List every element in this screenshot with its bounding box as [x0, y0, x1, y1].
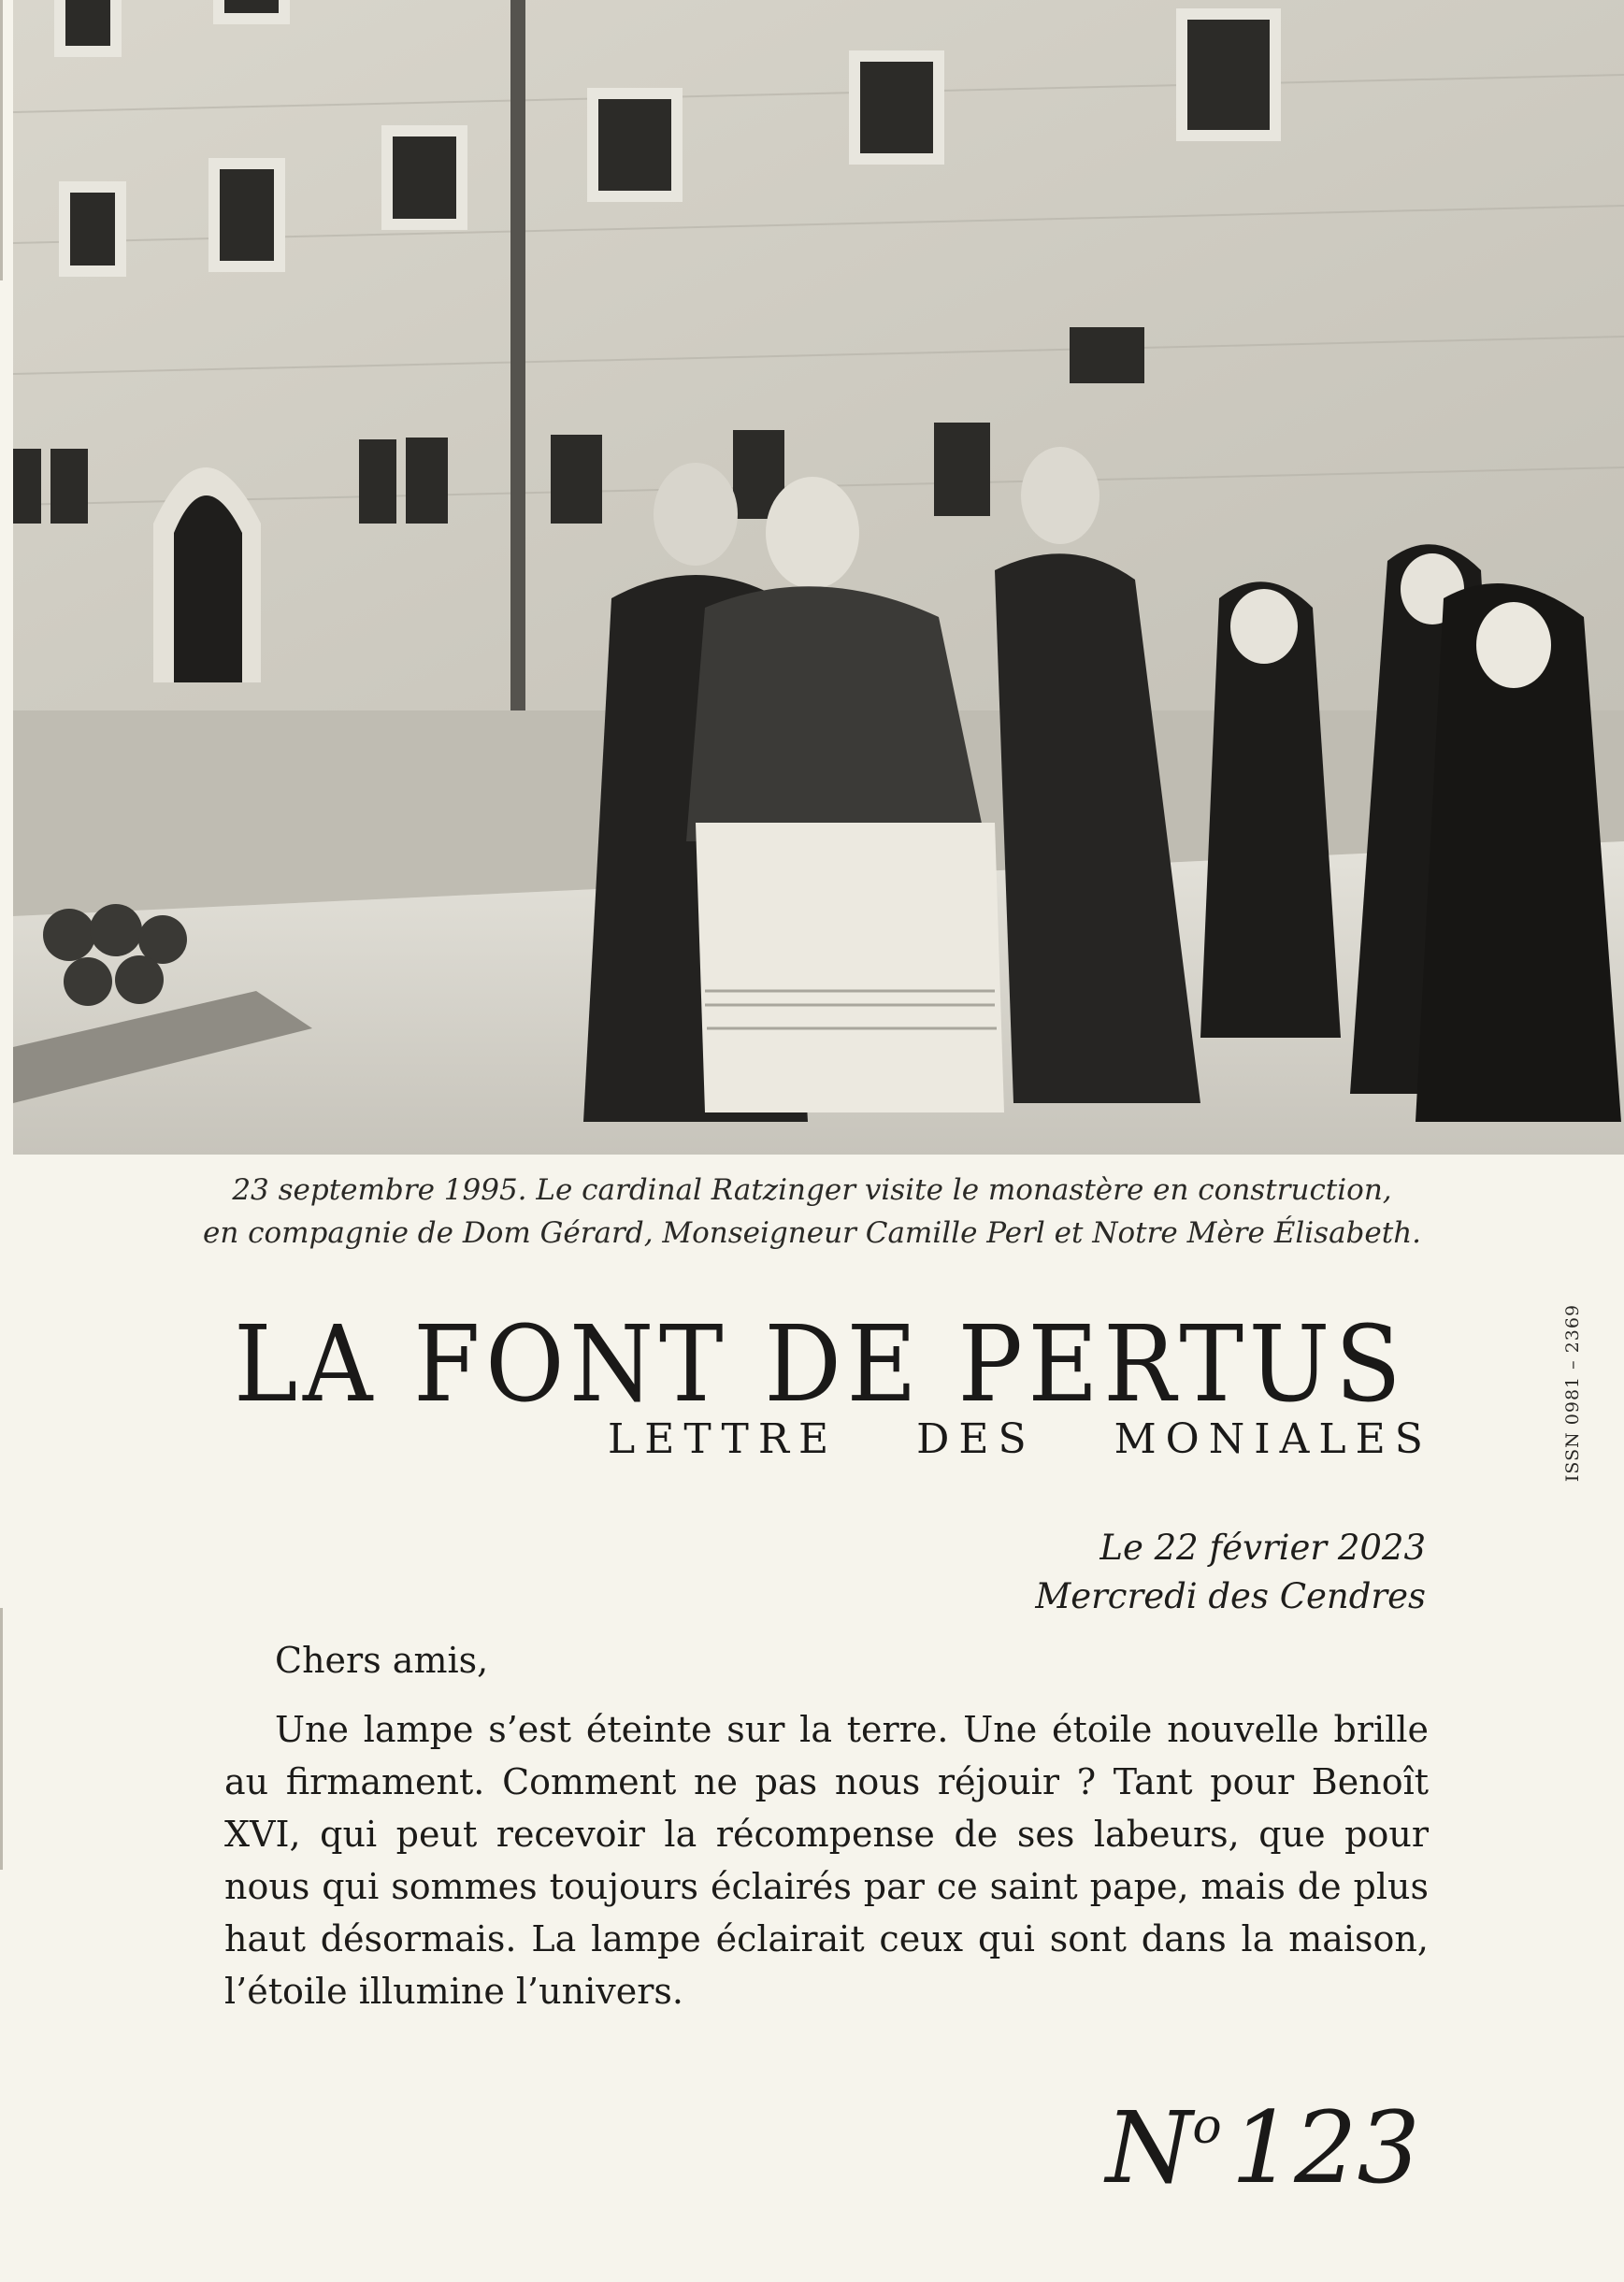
cover-photo: [13, 0, 1624, 1155]
masthead: [234, 1304, 1449, 1486]
issue-number: [1106, 2071, 1420, 2204]
binding-mark-top: [0, 0, 3, 280]
letter-body: [224, 1634, 1429, 2017]
letter-date: [1035, 1524, 1426, 1621]
letter-greeting: Chers amis,: [275, 1640, 489, 1681]
liturgical-day: Mercredi des Cendres: [1035, 1576, 1426, 1616]
masthead-title: LA FONT DE PERTUS: [234, 1304, 1407, 1426]
photo-cardinal-visit-icon: [13, 0, 1624, 1155]
caption-line-2: en compagnie de Dom Gérard, Monseigneur Camille Perl et Notre Mère Élisabeth.: [202, 1216, 1422, 1250]
caption-line-1: 23 septembre 1995. Le cardinal Ratzinger visite le monastère en construction,: [232, 1173, 1392, 1207]
issue-prefix: N: [1105, 2090, 1193, 2205]
issue-value: 123: [1230, 2090, 1420, 2205]
date-line: Le 22 février 2023: [1099, 1528, 1426, 1568]
issn-number: ISSN 0981 – 2369: [1562, 1303, 1583, 1483]
photo-caption: [0, 1169, 1624, 1255]
binding-mark-bottom: [0, 1608, 3, 1870]
issue-superscript: o: [1192, 2099, 1222, 2155]
masthead-subtitle: LETTRE DES MONIALES: [608, 1415, 1432, 1463]
letter-paragraph: Une lampe s’est éteinte sur la terre. Une étoile nouvelle brille au firmament. Comment ne pas nous réjouir ? Tant pour Benoît XVI, qui peut recevoir la récompense de ses labeurs, que pour nous qui sommes toujours éclairés par ce saint pape, mais de plus haut désormais. La lampe éclairait ceux qui sont dans la maison, l’étoile illumine l’univers.: [224, 1709, 1429, 2012]
